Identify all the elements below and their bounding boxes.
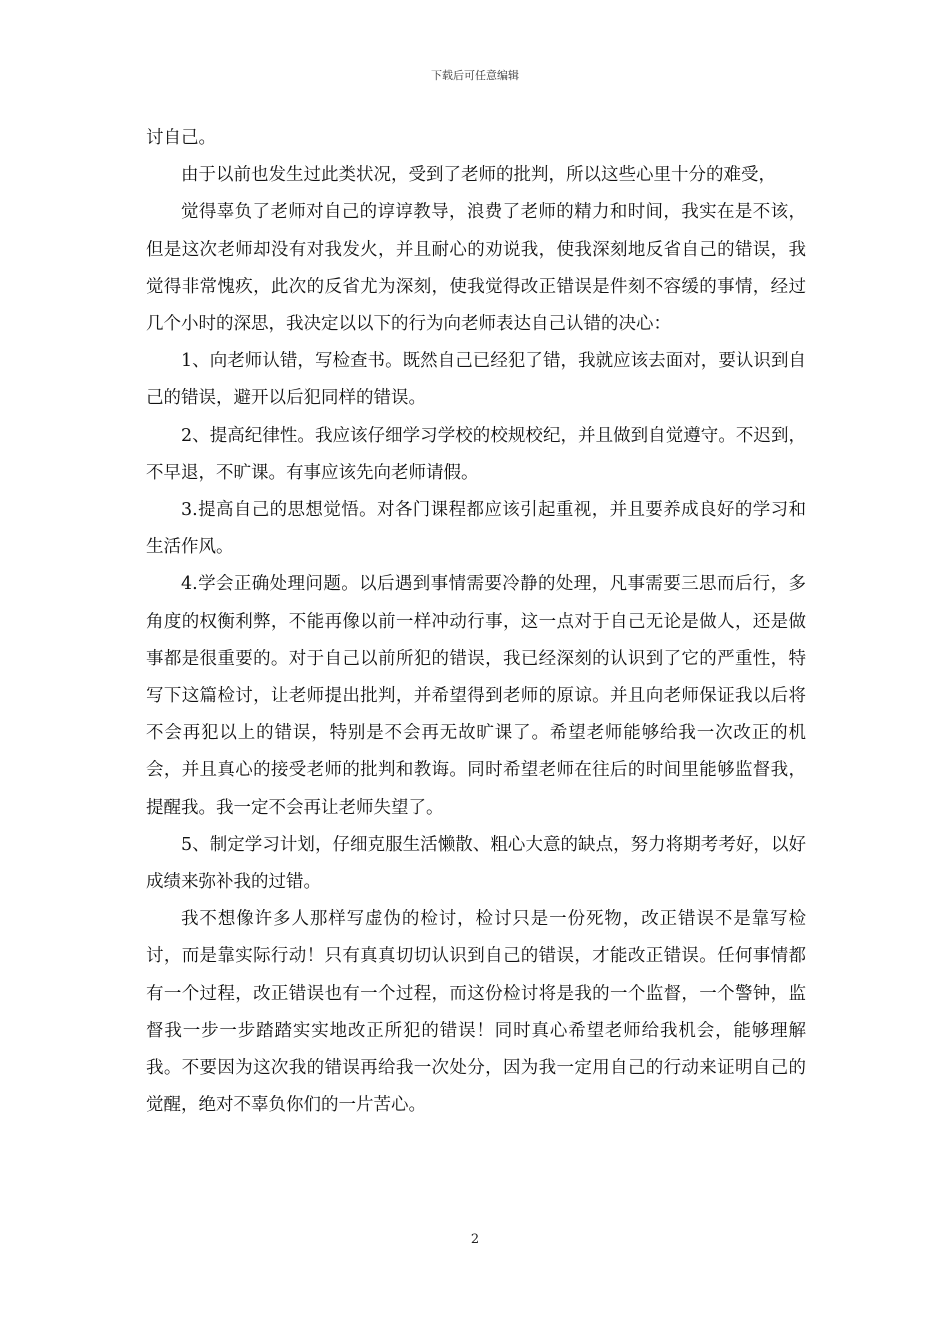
- list-item-4: 4.学会正确处理问题。以后遇到事情需要冷静的处理，凡事需要三思而后行，多角度的权衡利弊，不能再像以前一样冲动行事，这一点对于自己无论是做人，还是做事都是很重要的。对于自己以前所犯的错误，我已经深刻的认识到了它的严重性，特写下这篇检讨，让老师提出批判，并希望得到老师的原谅。并且向老师保证我以后将不会再犯以上的错误，特别是不会再无故旷课了。希望老师能够给我一次改正的机会，并且真心的接受老师的批判和教诲。同时希望老师在往后的时间里能够监督我，提醒我。我一定不会再让老师失望了。: [146, 574, 806, 818]
- paragraph-continuation: 讨自己。: [146, 128, 216, 148]
- document-body: [146, 120, 806, 1124]
- list-item-1: 1、向老师认错，写检查书。既然自己已经犯了错，我就应该去面对，要认识到自己的错误，避开以后犯同样的错误。: [146, 351, 806, 409]
- page-number: 2: [470, 1232, 480, 1247]
- page-header: 下载后可任意编辑: [431, 69, 519, 82]
- list-item-5: 5、制定学习计划，仔细克服生活懒散、粗心大意的缺点，努力将期考考好，以好成绩来弥补我的过错。: [146, 834, 806, 893]
- paragraph: 觉得辜负了老师对自己的谆谆教导，浪费了老师的精力和时间，我实在是不该，但是这次老师却没有对我发火，并且耐心的劝说我，使我深刻地反省自己的错误，我觉得非常愧疚，此次的反省尤为深刻，使我觉得改正错误是件刻不容缓的事情，经过几个小时的深思，我决定以以下的行为向老师表达自己认错的决心：: [146, 202, 806, 335]
- paragraph: 由于以前也发生过此类状况，受到了老师的批判，所以这些心里十分的难受，: [181, 165, 776, 186]
- list-item-3: 3.提高自己的思想觉悟。对各门课程都应该引起重视，并且要养成良好的学习和生活作风。: [146, 500, 806, 558]
- list-item-2: 2、提高纪律性。我应该仔细学习学校的校规校纪，并且做到自觉遵守。不迟到，不早退，不旷课。有事应该先向老师请假。: [146, 425, 806, 483]
- paragraph-closing: 我不想像许多人那样写虚伪的检讨，检讨只是一份死物，改正错误不是靠写检讨，而是靠实际行动！只有真真切切认识到自己的错误，才能改正错误。任何事情都有一个过程，改正错误也有一个过程，而这份检讨将是我的一个监督，一个警钟，监督我一步一步踏踏实实地改正所犯的错误！同时真心希望老师给我机会，能够理解我。不要因为这次我的错误再给我一次处分，因为我一定用自己的行动来证明自己的觉醒，绝对不辜负你们的一片苦心。: [146, 909, 806, 1116]
